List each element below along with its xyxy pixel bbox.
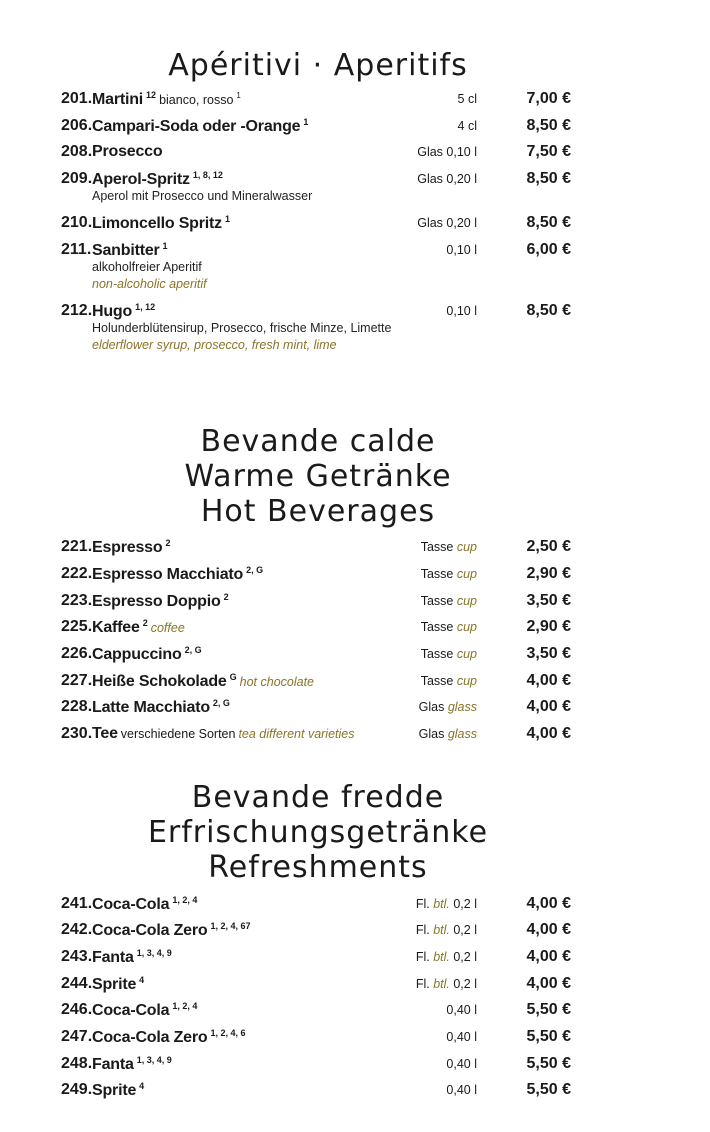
item-name: Aperol-Spritz [92,171,190,188]
menu-item [61,170,601,203]
item-size: Glas 0,20 l [417,216,477,230]
item-description-de: Aperol mit Prosecco und Mineralwasser [92,189,313,203]
item-price: 7,00 € [526,90,571,107]
section-title-hot-beverages: Bevande calde Warme Getränke Hot Beverages [184,424,452,529]
item-price: 4,00 € [526,975,571,992]
item-name: Espresso Doppio [92,593,221,610]
item-name: Fanta [92,1056,134,1073]
item-number: 246. [61,1001,93,1018]
item-name: Fanta [92,949,134,966]
item-name: Coca-Cola Zero [92,922,208,939]
menu-item [61,565,601,587]
note-allergen-codes: 1 [236,91,241,100]
item-name: Espresso [92,539,163,556]
item-price: 4,00 € [526,672,571,689]
item-number: 209. [61,170,93,187]
item-name: Martini [92,91,144,108]
allergen-codes: 1, 2, 4 [172,895,198,905]
item-size: Glas 0,10 l [417,145,477,159]
item-size: 0,40 l [446,1057,477,1071]
menu-item [61,241,601,291]
item-number: 230. [61,725,93,742]
item-price: 8,50 € [526,170,571,187]
allergen-codes: 1, 2, 4, 6 [210,1028,246,1038]
menu-item [61,948,601,970]
allergen-codes: 2, G [246,565,264,575]
item-name: Coca-Cola [92,1002,170,1019]
allergen-codes: 4 [139,975,145,985]
item-price: 7,50 € [526,143,571,160]
item-number: 243. [61,948,93,965]
menu-item [61,1081,601,1103]
item-number: 225. [61,618,93,635]
menu-item [61,618,601,640]
item-name: Limoncello Spritz [92,215,222,232]
item-price: 4,00 € [526,895,571,912]
item-name: Prosecco [92,143,163,160]
allergen-codes: 1 [224,214,230,224]
item-size: Fl. btl. 0,2 l [415,950,477,964]
allergen-codes: 1, 3, 4, 9 [136,1055,172,1065]
item-size: Fl. btl. 0,2 l [415,923,477,937]
item-name: Latte Macchiato [92,699,210,716]
menu-item [61,90,601,112]
item-number: 208. [61,143,93,160]
menu-item [61,672,601,694]
item-size: Tasse cup [420,540,477,554]
item-description-en: elderflower syrup, prosecco, fresh mint, lime [92,338,337,352]
allergen-codes: 1 [303,117,309,127]
item-number: 242. [61,921,93,938]
allergen-codes: 1, 2, 4 [172,1001,198,1011]
menu-item [61,214,601,236]
allergen-codes: 2, G [184,645,202,655]
item-price: 3,50 € [526,592,571,609]
item-number: 227. [61,672,93,689]
allergen-codes: G [229,672,237,682]
item-number: 211. [61,241,92,258]
item-name: Sprite [92,976,137,993]
allergen-codes: 1 [162,241,168,251]
item-number: 206. [61,117,93,134]
item-size: Fl. btl. 0,2 l [415,977,477,991]
item-price: 8,50 € [526,214,571,231]
allergen-codes: 2 [223,592,229,602]
item-name: Kaffee [92,619,140,636]
item-size: Glas glass [418,727,477,741]
item-number: 226. [61,645,93,662]
allergen-codes: 1, 2, 4, 67 [210,921,251,931]
item-size: Fl. btl. 0,2 l [415,897,477,911]
allergen-codes: 1, 8, 12 [192,170,223,180]
item-number: 223. [61,592,93,609]
item-description-de: alkoholfreier Aperitif [92,260,202,274]
item-size: 0,40 l [446,1003,477,1017]
menu-item [61,1055,601,1077]
item-number: 248. [61,1055,93,1072]
section-title-refreshments: Bevande fredde Erfrischungsgetränke Refreshments [147,780,489,885]
menu-item [61,895,601,917]
menu-item [61,725,601,747]
item-number: 221. [61,538,93,555]
item-price: 2,90 € [526,565,571,582]
item-price: 5,50 € [526,1055,571,1072]
item-size: 5 cl [457,92,477,106]
item-number: 247. [61,1028,93,1045]
item-description-en: non-alcoholic aperitif [92,277,207,291]
item-note-en: tea different varieties [238,727,355,741]
item-size: 0,40 l [446,1083,477,1097]
item-name: Coca-Cola [92,896,170,913]
item-price: 8,50 € [526,117,571,134]
item-number: 249. [61,1081,93,1098]
section-title-aperitifs: Apéritivi · Aperitifs [168,48,468,83]
item-name: Tee [92,725,118,742]
item-size: Glas 0,20 l [417,172,477,186]
item-size: 4 cl [457,119,477,133]
item-size: 0,10 l [446,304,477,318]
item-price: 5,50 € [526,1081,571,1098]
item-note: bianco, rosso [159,93,234,107]
menu-item [61,1001,601,1023]
item-note-en: hot chocolate [239,675,314,689]
item-price: 2,50 € [526,538,571,555]
item-number: 201. [61,90,93,107]
item-name: Campari-Soda oder -Orange [92,118,301,135]
item-size: 0,10 l [446,243,477,257]
item-price: 4,00 € [526,921,571,938]
item-number: 228. [61,698,93,715]
menu-item [61,117,601,139]
item-description-de: Holunderblütensirup, Prosecco, frische Minze, Limette [92,321,392,335]
item-size: 0,40 l [446,1030,477,1044]
item-name: Heiße Schokolade [92,673,227,690]
allergen-codes: 2, G [212,698,230,708]
allergen-codes: 4 [139,1081,145,1091]
menu-item [61,143,601,165]
item-number: 222. [61,565,93,582]
item-size: Tasse cup [420,567,477,581]
item-price: 2,90 € [526,618,571,635]
menu-item [61,975,601,997]
item-name: Sanbitter [92,242,160,259]
item-size: Tasse cup [420,594,477,608]
item-number: 244. [61,975,93,992]
menu-item [61,302,601,352]
item-name: Cappuccino [92,646,182,663]
item-size: Tasse cup [420,647,477,661]
menu-item [61,592,601,614]
item-size: Tasse cup [420,620,477,634]
menu-item [61,1028,601,1050]
item-price: 5,50 € [526,1001,571,1018]
item-price: 4,00 € [526,725,571,742]
item-price: 4,00 € [526,948,571,965]
item-price: 3,50 € [526,645,571,662]
item-price: 5,50 € [526,1028,571,1045]
item-number: 241. [61,895,93,912]
allergen-codes: 2 [165,538,171,548]
item-number: 212. [61,302,93,319]
item-name: Sprite [92,1082,137,1099]
item-note-en: coffee [150,621,185,635]
menu-item [61,538,601,560]
item-name: Hugo [92,303,133,320]
allergen-codes: 1, 3, 4, 9 [136,948,172,958]
item-size: Glas glass [418,700,477,714]
item-price: 8,50 € [526,302,571,319]
item-price: 6,00 € [526,241,571,258]
allergen-codes: 2 [142,618,148,628]
item-size: Tasse cup [420,674,477,688]
menu-item [61,645,601,667]
allergen-codes: 12 [146,90,157,100]
item-price: 4,00 € [526,698,571,715]
item-note: verschiedene Sorten [120,727,236,741]
item-name: Coca-Cola Zero [92,1029,208,1046]
item-number: 210. [61,214,93,231]
allergen-codes: 1, 12 [135,302,156,312]
menu-item [61,921,601,943]
item-name: Espresso Macchiato [92,566,244,583]
menu-item [61,698,601,720]
